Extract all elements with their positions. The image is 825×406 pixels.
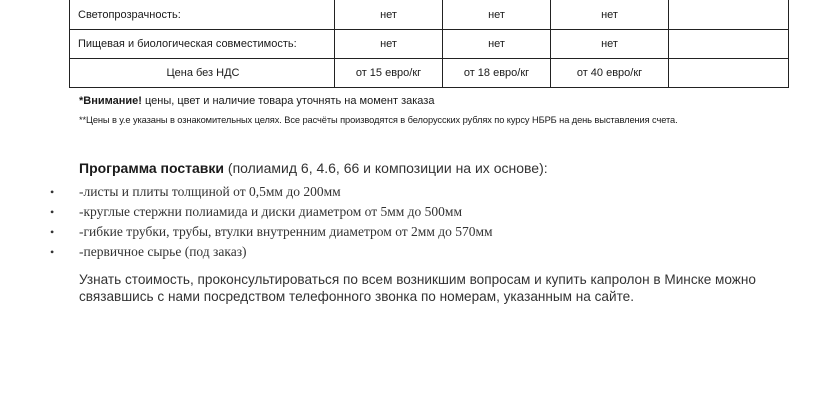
table-row-price [70, 59, 789, 88]
row-label: Светопрозрачность: [70, 0, 335, 30]
table-cell: нет [551, 0, 669, 30]
attention-note [79, 95, 434, 107]
properties-table [69, 0, 789, 88]
table-cell: нет [551, 30, 669, 59]
bullet-icon: • [50, 225, 55, 239]
list-item-text: -первичное сырье (под заказ) [79, 244, 247, 259]
table-cell: нет [443, 0, 551, 30]
list-item-text: -круглые стержни полиамида и диски диаметром от 5мм до 500мм [79, 204, 463, 219]
price-disclaimer: **Цены в у.е указаны в ознакомительных целях. Все расчёты производятся в белорусских рублях по курсу НБРБ на день выставления счета. [79, 115, 678, 125]
price-cell [669, 59, 789, 88]
price-cell: от 18 евро/кг [443, 59, 551, 88]
table-cell [669, 30, 789, 59]
price-cell: от 15 евро/кг [335, 59, 443, 88]
bullet-icon: • [50, 205, 55, 219]
attention-label: *Внимание! [79, 95, 142, 107]
contact-line: связавшись с нами посредством телефонного звонка по номерам, указанным на сайте. [79, 289, 634, 304]
attention-text: цены, цвет и наличие товара уточнять на момент заказа [141, 95, 435, 107]
contact-paragraph [79, 271, 779, 305]
list-item-text: -листы и плиты толщиной от 0,5мм до 200мм [79, 184, 341, 199]
contact-line: Узнать стоимость, проконсультироваться по всем возникшим вопросам и купить капролон в Минске можно [79, 272, 756, 287]
list-item-text: -гибкие трубки, трубы, втулки внутренним диаметром от 2мм до 570мм [79, 224, 493, 239]
table-row [70, 0, 789, 30]
price-cell: от 40 евро/кг [551, 59, 669, 88]
row-label: Пищевая и биологическая совместимость: [70, 30, 335, 59]
table-cell: нет [335, 0, 443, 30]
row-label: Цена без НДС [70, 59, 335, 88]
bullet-icon: • [50, 245, 55, 259]
program-title: Программа поставки [79, 160, 225, 176]
program-subtitle: (полиамид 6, 4.6, 66 и композиции на их основе): [224, 160, 548, 176]
table-row [70, 30, 789, 59]
program-heading [79, 160, 548, 176]
table-cell [669, 0, 789, 30]
bullet-icon: • [50, 185, 55, 199]
table-cell: нет [335, 30, 443, 59]
table-cell: нет [443, 30, 551, 59]
